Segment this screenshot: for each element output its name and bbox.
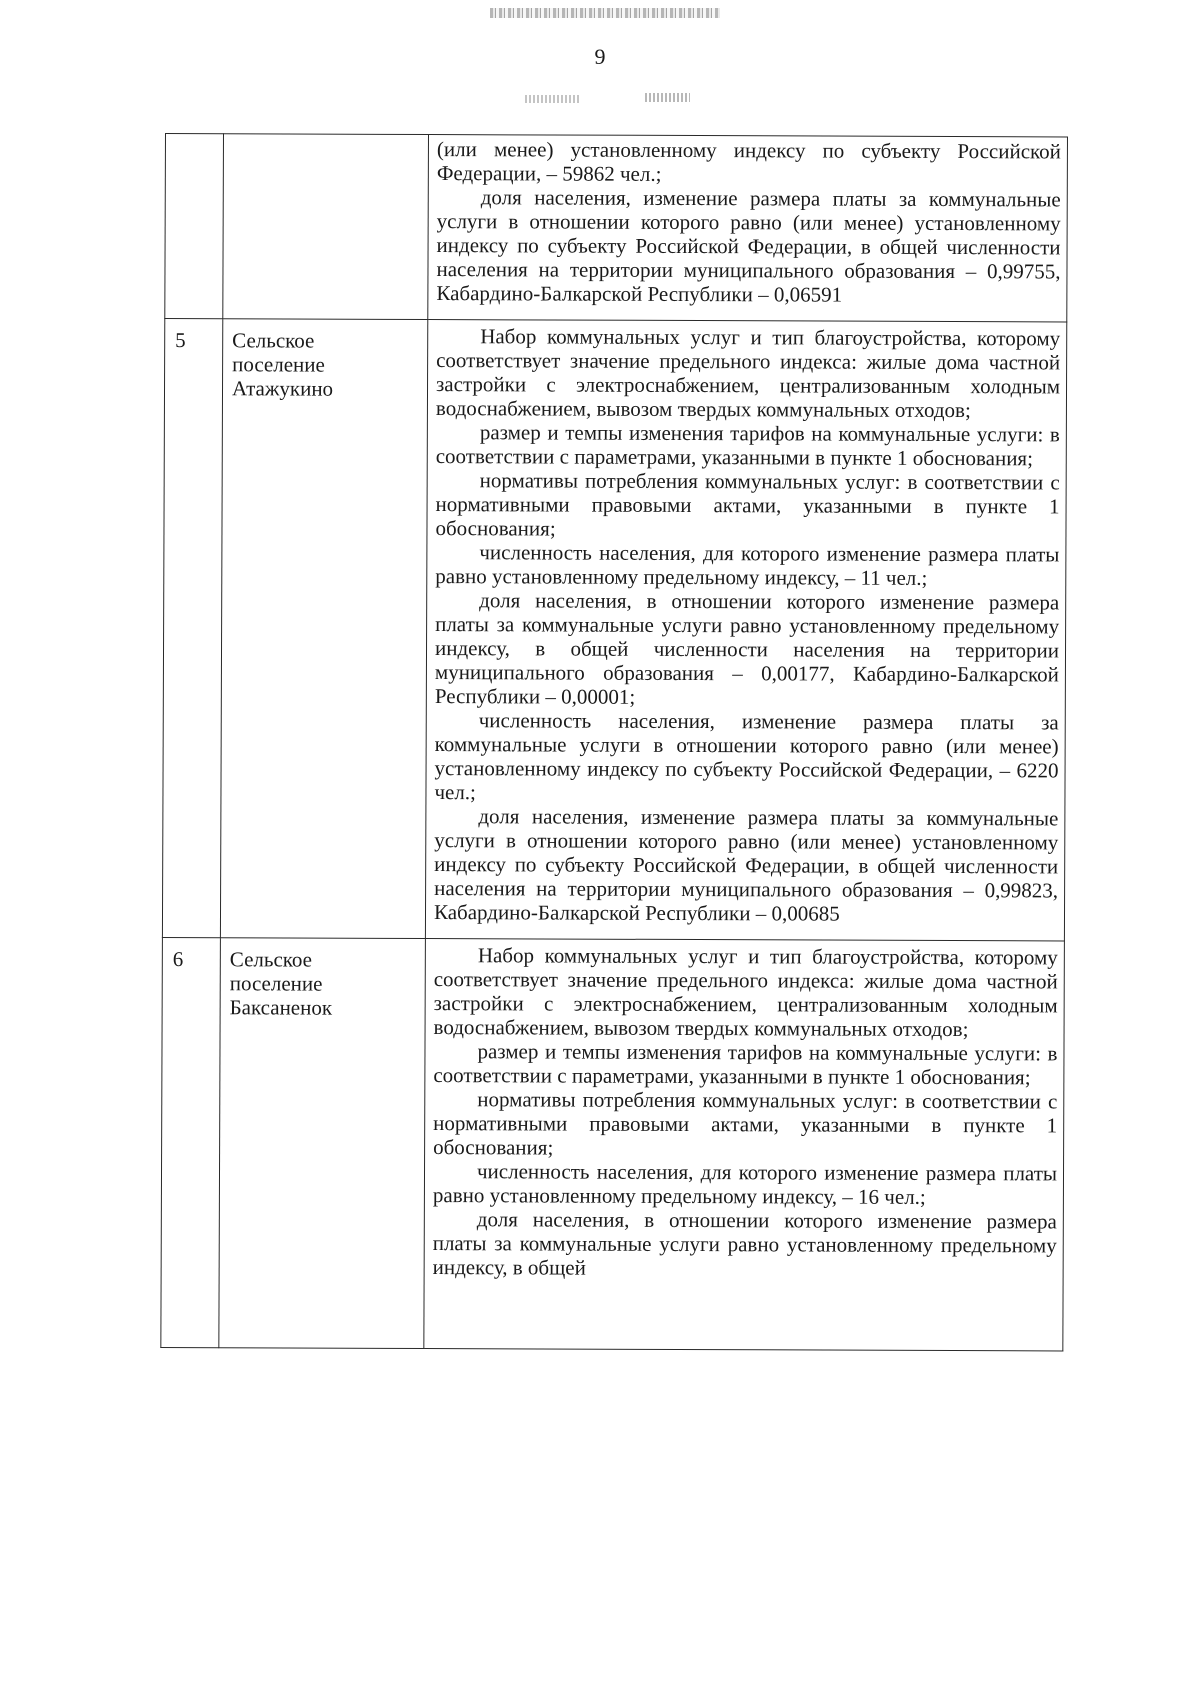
paragraph: (или менее) установленному индексу по субъекту Российской Федерации, – 59862 чел.; [436, 137, 1061, 186]
description-cell [428, 135, 1068, 322]
paragraph: доля населения, в отношении которого изменение размера платы за коммунальные услуги равно установленному предельному индексу, в общей [432, 1207, 1057, 1280]
table-row-continuation [165, 134, 1068, 322]
municipality-name: Сельское поселение Баксаненок [219, 938, 426, 1349]
row-number [165, 134, 224, 319]
scan-artifact [490, 8, 720, 18]
paragraph: доля населения, в отношении которого изменение размера платы за коммунальные услуги равно установленному предельному индексу, в общей численности населения на территории муниципального образования – 0,00177, Кабардино-Балкарской Республики – 0,00001; [434, 588, 1060, 709]
paragraph: доля населения, изменение размера платы за коммунальные услуги в отношении которого равно (или менее) установленному индексу по субъекту Российской Федерации, в общей численности населения на территории муниципального образования – 0,99823, Кабардино-Балкарской Республики – 0,00685 [433, 804, 1059, 926]
row-number: 5 [162, 319, 222, 938]
scan-artifact [525, 95, 580, 103]
paragraph: численность населения, для которого изменение размера платы равно установленному предельному индексу, – 11 чел.; [435, 540, 1060, 590]
table-row-6 [161, 937, 1065, 1350]
municipality-name [223, 134, 429, 320]
paragraph: нормативы потребления коммунальных услуг: в соответствии с нормативными правовыми актами, указанными в пункте 1 обоснования; [433, 1087, 1058, 1160]
description-cell [424, 939, 1065, 1351]
paragraph: размер и темпы изменения тарифов на коммунальные услуги: в соответствии с параметрами, указанными в пункте 1 обоснования; [433, 1039, 1058, 1090]
paragraph: размер и темпы изменения тарифов на коммунальные услуги: в соответствии с параметрами, указанными в пункте 1 обоснования; [435, 420, 1060, 471]
paragraph: Набор коммунальных услуг и тип благоустройства, которому соответствует значение предельного индекса: жилые дома частной застройки с электроснабжением, централизованным холодным водоснабжением, вывозом твердых коммунальных отходов; [433, 943, 1058, 1042]
page-number: 9 [594, 44, 606, 69]
paragraph: численность населения, для которого изменение размера платы равно установленному предельному индексу, – 16 чел.; [432, 1159, 1058, 1209]
table-row-5 [162, 319, 1066, 941]
paragraph: Набор коммунальных услуг и тип благоустройства, которому соответствует значение предельного индекса: жилые дома частной застройки с электроснабжением, централизованным холодным водоснабжением, вывозом твердых коммунальных отходов; [435, 324, 1061, 423]
data-table [160, 133, 1068, 1351]
municipality-name: Сельское поселение Атажукино [220, 319, 427, 939]
paragraph: доля населения, изменение размера платы за коммунальные услуги в отношении которого равно (или менее) установленному индексу по субъекту Российской Федерации, в общей численности населения на территории муниципального образования – 0,99755, Кабардино-Балкарской Республики – 0,06591 [436, 185, 1061, 307]
paragraph: нормативы потребления коммунальных услуг: в соответствии с нормативными правовыми актами, указанными в пункте 1 обоснования; [435, 468, 1060, 541]
scan-artifact [645, 93, 690, 102]
paragraph: численность населения, изменение размера платы за коммунальные услуги в отношении которого равно (или менее) установленному индексу по субъекту Российской Федерации, – 6220 чел.; [434, 708, 1059, 805]
row-number: 6 [161, 937, 221, 1347]
description-cell [425, 320, 1066, 941]
